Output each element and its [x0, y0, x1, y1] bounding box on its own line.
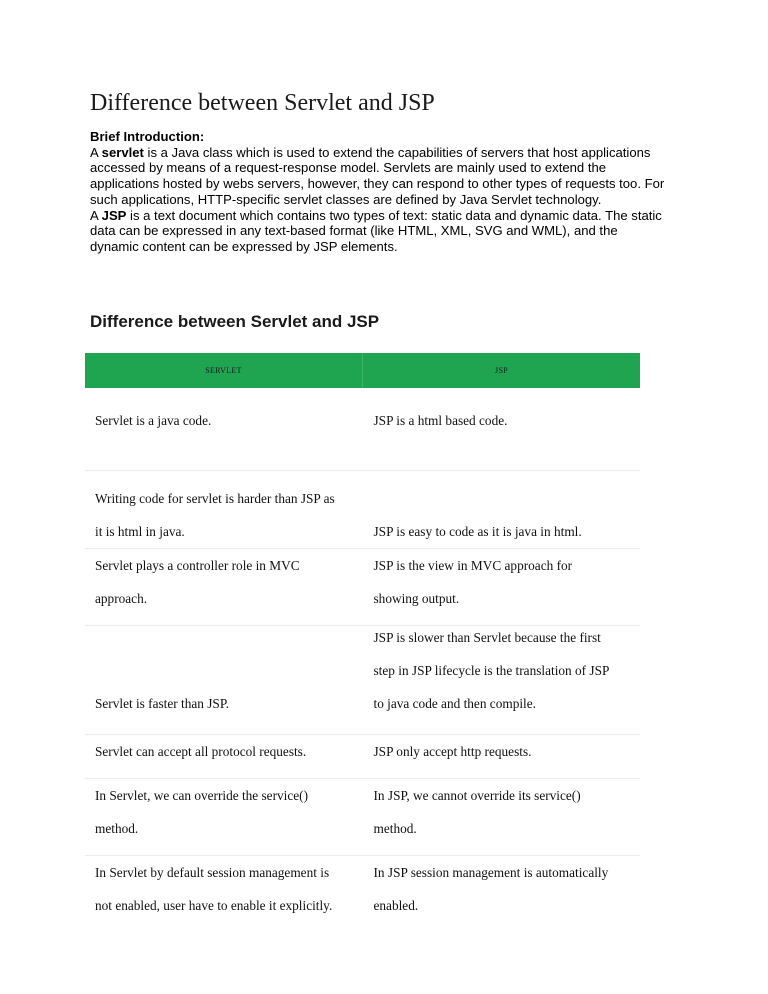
cell-line: JSP only accept http requests.: [373, 744, 532, 759]
cell-line: Servlet plays a controller role in MVC: [95, 558, 300, 573]
cell-line: step in JSP lifecycle is the translation of JSP: [373, 663, 610, 678]
jsp-para-prefix: A: [90, 207, 102, 223]
cell-line: Servlet is faster than JSP.: [95, 696, 230, 711]
jsp-cell: [362, 471, 641, 548]
jsp-para-text: is a text document which contains two types of text: static data and dynamic data. The static data can be expressed in any text-based format (like HTML, XML, SVG and WML), and the dynamic content can be expressed by JSP elements.: [90, 207, 662, 254]
servlet-cell: [85, 626, 362, 734]
servlet-cell: [85, 471, 362, 548]
cell-line: enabled.: [373, 898, 419, 913]
section-heading: Difference between Servlet and JSP: [90, 312, 380, 331]
header-servlet: SERVLET: [205, 366, 242, 375]
servlet-term: servlet: [101, 144, 144, 160]
jsp-cell: [362, 735, 641, 778]
cell-line: JSP is easy to code as it is java in html.: [373, 524, 582, 539]
jsp-cell: [362, 388, 641, 470]
cell-line: In Servlet by default session management is: [95, 865, 330, 880]
servlet-cell: [85, 388, 362, 470]
cell-line: not enabled, user have to enable it explicitly.: [95, 898, 333, 913]
cell-line: JSP is slower than Servlet because the first: [373, 630, 601, 645]
intro-section: [90, 129, 670, 255]
servlet-cell: [85, 856, 362, 932]
jsp-cell: [362, 626, 641, 734]
jsp-paragraph: [90, 208, 670, 255]
cell-line: method.: [373, 821, 417, 836]
cell-line: JSP is the view in MVC approach for: [373, 558, 573, 573]
table-header: [85, 353, 640, 388]
cell-line: showing output.: [373, 591, 460, 606]
cell-line: approach.: [95, 591, 148, 606]
servlet-cell: [85, 549, 362, 625]
intro-heading: Brief Introduction:: [90, 129, 205, 144]
comparison-table: [85, 353, 640, 932]
cell-line: JSP is a html based code.: [373, 413, 508, 428]
servlet-cell: [85, 735, 362, 778]
cell-line: Writing code for servlet is harder than JSP as: [95, 491, 335, 506]
jsp-cell: [362, 549, 641, 625]
jsp-cell: [362, 779, 641, 855]
cell-line: method.: [95, 821, 139, 836]
servlet-paragraph: [90, 145, 670, 208]
table-row: [85, 471, 640, 549]
cell-line: it is html in java.: [95, 524, 185, 539]
table-row: [85, 779, 640, 856]
cell-line: Servlet is a java code.: [95, 413, 212, 428]
table-row: [85, 856, 640, 932]
servlet-para-prefix: A: [90, 144, 102, 160]
header-jsp: JSP: [362, 353, 640, 388]
jsp-term: JSP: [101, 207, 127, 223]
cell-line: In JSP session management is automatically: [373, 865, 609, 880]
table-row: [85, 549, 640, 626]
jsp-cell: [362, 856, 641, 932]
cell-line: to java code and then compile.: [373, 696, 536, 711]
cell-line: In Servlet, we can override the service(): [95, 788, 309, 803]
page-title: Difference between Servlet and JSP: [90, 90, 435, 116]
servlet-cell: [85, 779, 362, 855]
table-row: [85, 626, 640, 735]
cell-line: Servlet can accept all protocol requests.: [95, 744, 307, 759]
cell-line: In JSP, we cannot override its service(): [373, 788, 581, 803]
servlet-para-text: is a Java class which is used to extend the capabilities of servers that host applications accessed by means of a request-response model. Servlets are mainly used to extend the applications hosted by webs servers, however, they can respond to other types of requests too. For such applications, HTTP-specific servlet classes are defined by Java Servlet technology.: [90, 144, 665, 207]
table-row: [85, 735, 640, 779]
table-row: [85, 388, 640, 471]
